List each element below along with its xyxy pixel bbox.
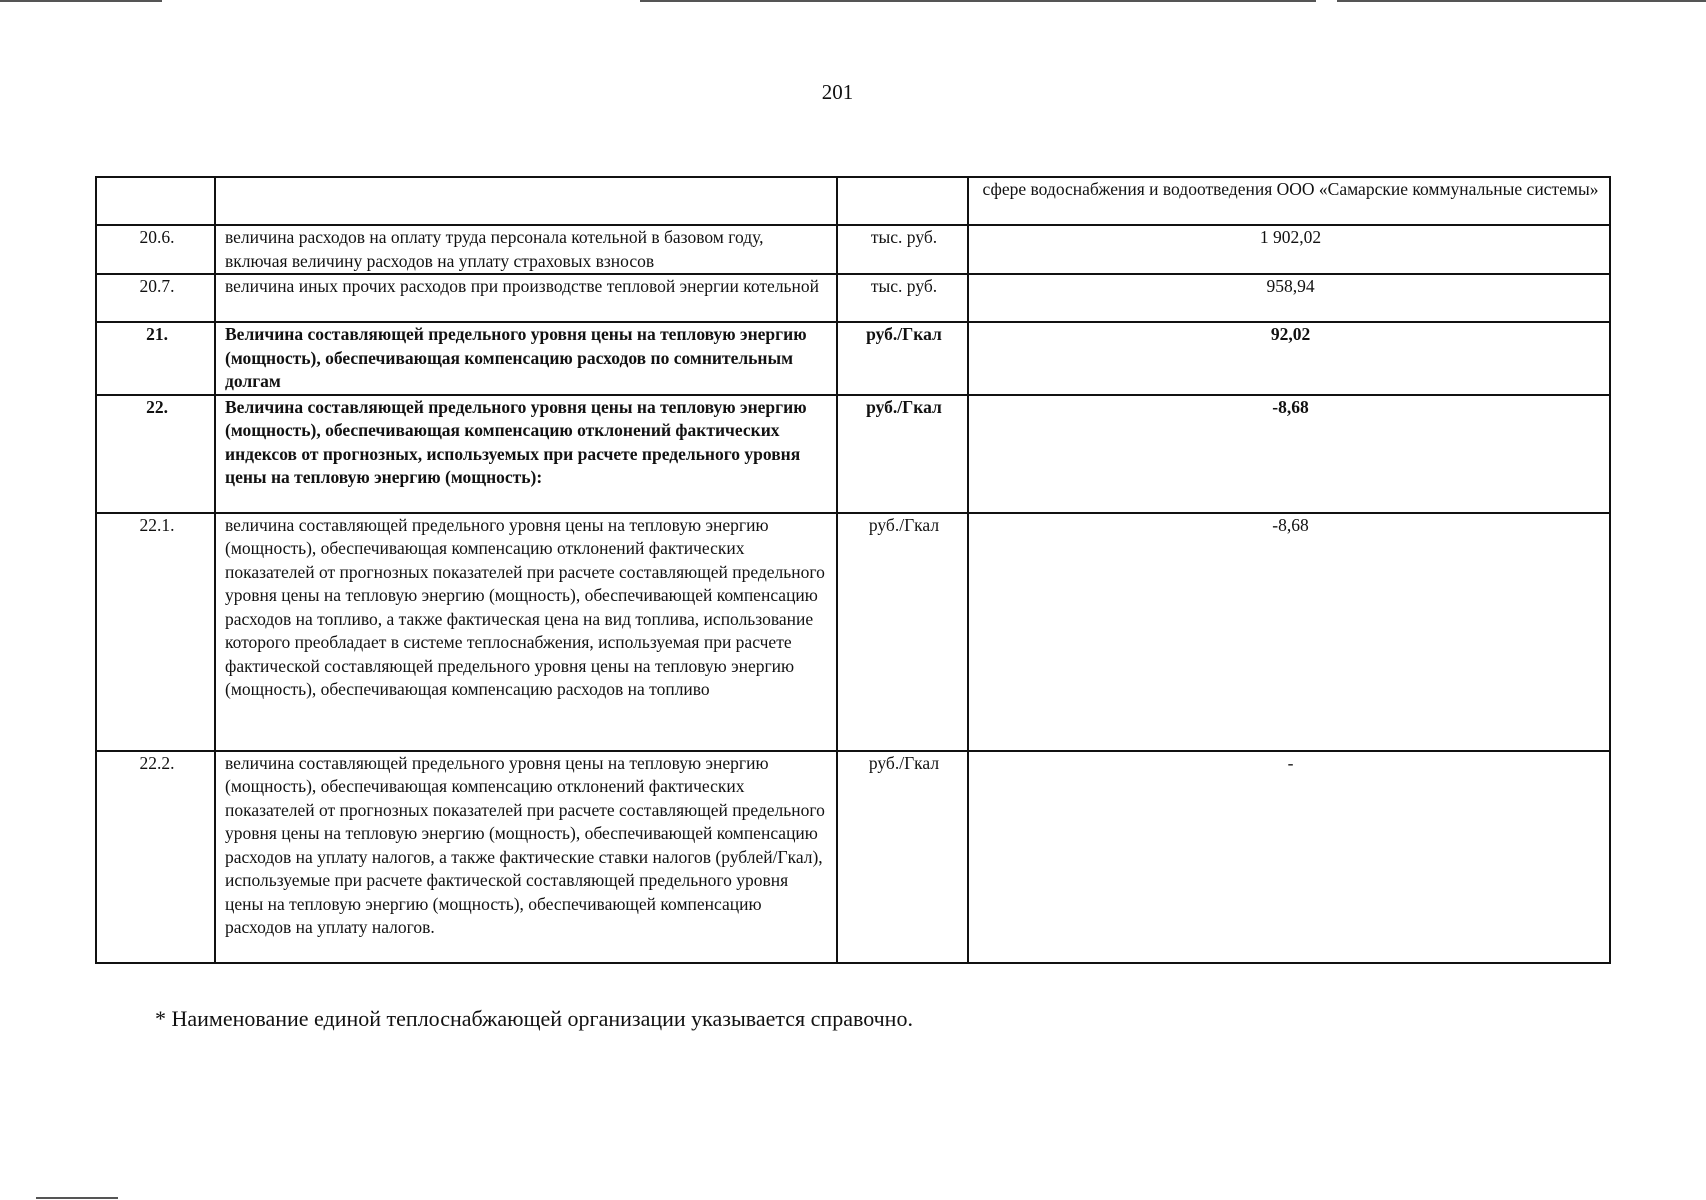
header-cell-empty	[837, 177, 968, 225]
row-description-cell: величина расходов на оплату труда персонала котельной в базовом году, включая величину расходов на уплату страховых взносов	[215, 225, 837, 274]
row-description-cell: величина составляющей предельного уровня цены на тепловую энергию (мощность), обеспечивающая компенсацию отклонений фактических показателей от прогнозных показателей при расчете составляющей предельного уровня цены на тепловую энергию (мощность), обеспечивающей компенсацию расходов на топливо, а также фактическая цена на вид топлива, использование которого преобладает в системе теплоснабжения, используемая при расчете фактической составляющей предельного уровня цены на тепловую энергию (мощность), обеспечивающая компенсацию расходов на топливо	[215, 513, 837, 751]
table-row	[96, 322, 1610, 395]
table-row	[96, 751, 1610, 963]
row-unit-cell: руб./Гкал	[837, 395, 968, 513]
table-header-row	[96, 177, 1610, 225]
row-value-cell: -	[968, 751, 1610, 963]
footnote: * Наименование единой теплоснабжающей организации указывается справочно.	[155, 1006, 913, 1031]
header-cell-empty	[96, 177, 215, 225]
row-description-cell: величина составляющей предельного уровня цены на тепловую энергию (мощность), обеспечивающая компенсацию отклонений фактических показателей от прогнозных показателей при расчете составляющей предельного уровня цены на тепловую энергию (мощность), обеспечивающей компенсацию расходов на уплату налогов, а также фактические ставки налогов (рублей/Гкал), используемые при расчете фактической составляющей предельного уровня цены на тепловую энергию (мощность), обеспечивающей компенсацию расходов на уплату налогов.	[215, 751, 837, 963]
row-value-cell: -8,68	[968, 395, 1610, 513]
scan-artifact-line	[36, 1197, 118, 1199]
row-value-cell: 958,94	[968, 274, 1610, 322]
row-value-cell: -8,68	[968, 513, 1610, 751]
row-unit-cell: руб./Гкал	[837, 322, 968, 395]
scan-artifact-line	[640, 0, 1316, 2]
header-cell-empty	[215, 177, 837, 225]
row-description-cell: Величина составляющей предельного уровня цены на тепловую энергию (мощность), обеспечивающая компенсацию расходов по сомнительным долгам	[215, 322, 837, 395]
row-description-cell: величина иных прочих расходов при производстве тепловой энергии котельной	[215, 274, 837, 322]
scan-artifact-line	[0, 0, 162, 2]
row-unit-cell: тыс. руб.	[837, 274, 968, 322]
row-description-cell: Величина составляющей предельного уровня цены на тепловую энергию (мощность), обеспечивающая компенсацию отклонений фактических индексов от прогнозных, используемых при расчете предельного уровня цены на тепловую энергию (мощность):	[215, 395, 837, 513]
row-number-cell: 22.	[96, 395, 215, 513]
row-number-cell: 22.1.	[96, 513, 215, 751]
row-value-cell: 1 902,02	[968, 225, 1610, 274]
row-number-cell: 20.6.	[96, 225, 215, 274]
row-unit-cell: руб./Гкал	[837, 751, 968, 963]
row-number-cell: 21.	[96, 322, 215, 395]
table-row	[96, 395, 1610, 513]
row-number-cell: 20.7.	[96, 274, 215, 322]
row-unit-cell: тыс. руб.	[837, 225, 968, 274]
scan-artifact-line	[1337, 0, 1706, 2]
tariff-table	[95, 176, 1611, 964]
table-row	[96, 513, 1610, 751]
header-organization-cell: сфере водоснабжения и водоотведения ООО «Самарские коммунальные системы»	[968, 177, 1610, 225]
table-row	[96, 274, 1610, 322]
row-value-cell: 92,02	[968, 322, 1610, 395]
page-number: 201	[821, 80, 854, 104]
row-unit-cell: руб./Гкал	[837, 513, 968, 751]
table-row	[96, 225, 1610, 274]
row-number-cell: 22.2.	[96, 751, 215, 963]
